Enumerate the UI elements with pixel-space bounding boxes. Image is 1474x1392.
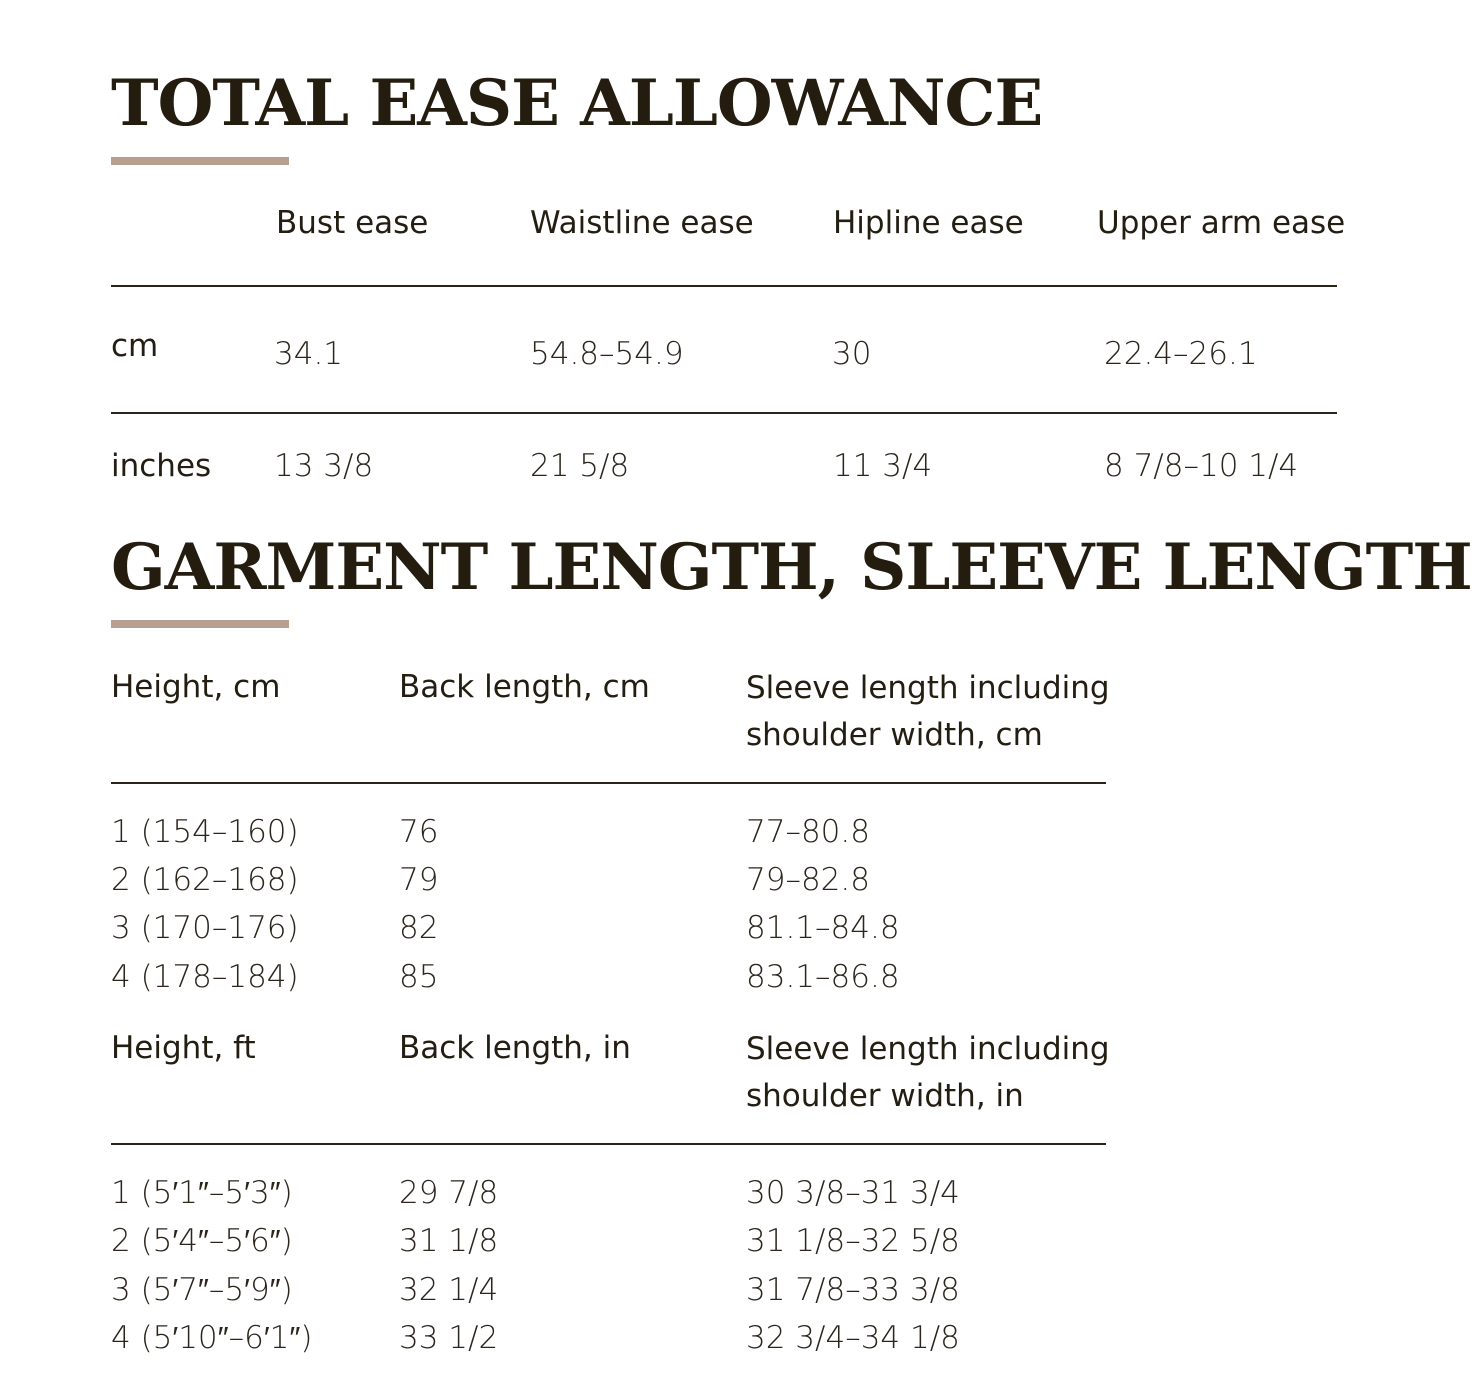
imperial-row-1-back: 29 7/8 [399,1175,499,1211]
ease-in-bust: 13 3/8 [274,448,374,484]
length-section-title: GARMENT LENGTH, SLEEVE LENGTH [111,530,1472,605]
metric-header-divider [111,782,1106,784]
ease-header-waistline: Waistline ease [530,205,754,241]
metric-row-4-height: 4 (178–184) [111,959,299,995]
ease-cm-waistline: 54.8–54.9 [530,336,684,372]
metric-row-2-height: 2 (162–168) [111,862,299,898]
ease-row-label-inches: inches [111,448,212,484]
imperial-row-4-back: 33 1/2 [399,1320,499,1356]
metric-row-1-height: 1 (154–160) [111,814,299,850]
ease-header-hipline: Hipline ease [833,205,1024,241]
metric-header-back-length: Back length, cm [399,669,650,705]
metric-row-4-sleeve: 83.1–86.8 [746,959,900,995]
metric-row-1-sleeve: 77–80.8 [746,814,870,850]
metric-row-3-height: 3 (170–176) [111,910,299,946]
ease-in-waistline: 21 5/8 [530,448,630,484]
ease-header-bust: Bust ease [276,205,429,241]
imperial-header-sleeve-length: Sleeve length including shoulder width, in [746,1031,1110,1114]
imperial-row-1-sleeve: 30 3/8–31 3/4 [746,1175,960,1211]
ease-row-divider [111,412,1337,414]
imperial-row-3-back: 32 1/4 [399,1272,499,1308]
metric-row-2-sleeve: 79–82.8 [746,862,870,898]
metric-row-2-back: 79 [399,862,439,898]
metric-row-4-back: 85 [399,959,439,995]
ease-row-label-cm: cm [111,328,159,364]
ease-header-upper-arm: Upper arm ease [1097,205,1346,241]
ease-in-upper-arm: 8 7/8–10 1/4 [1104,448,1299,484]
imperial-row-2-back: 31 1/8 [399,1223,499,1259]
imperial-row-1-height: 1 (5′1″–5′3″) [111,1175,293,1211]
imperial-row-2-sleeve: 31 1/8–32 5/8 [746,1223,960,1259]
ease-header-divider [111,285,1337,287]
imperial-header-back-length: Back length, in [399,1030,631,1066]
imperial-header-divider [111,1143,1106,1145]
ease-cm-hipline: 30 [832,336,872,372]
ease-cm-bust: 34.1 [274,336,344,372]
metric-row-3-back: 82 [399,910,439,946]
ease-in-hipline: 11 3/4 [833,448,933,484]
imperial-row-2-height: 2 (5′4″–5′6″) [111,1223,293,1259]
imperial-row-3-sleeve: 31 7/8–33 3/8 [746,1272,960,1308]
metric-row-1-back: 76 [399,814,439,850]
metric-header-height: Height, cm [111,669,281,705]
ease-section-title: TOTAL EASE ALLOWANCE [111,66,1043,141]
imperial-row-4-height: 4 (5′10″–6′1″) [111,1320,313,1356]
ease-title-accent-bar [111,157,289,165]
metric-row-3-sleeve: 81.1–84.8 [746,910,900,946]
imperial-header-height: Height, ft [111,1030,256,1066]
metric-header-sleeve-length: Sleeve length including shoulder width, cm [746,670,1110,753]
ease-cm-upper-arm: 22.4–26.1 [1104,336,1258,372]
imperial-row-3-height: 3 (5′7″–5′9″) [111,1272,293,1308]
imperial-row-4-sleeve: 32 3/4–34 1/8 [746,1320,960,1356]
length-title-accent-bar [111,620,289,628]
